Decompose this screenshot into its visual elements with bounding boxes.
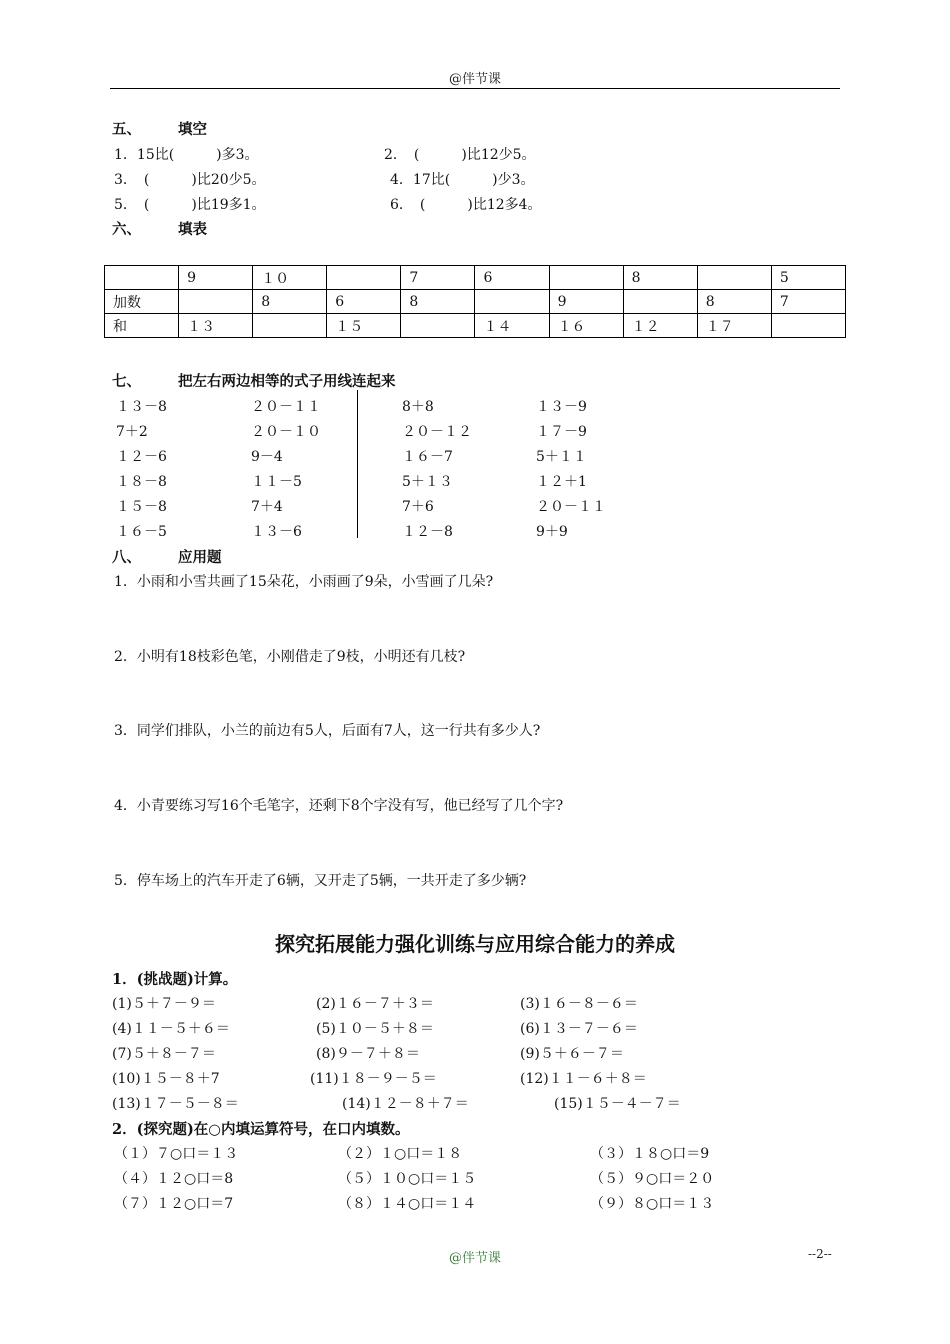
match-right2-1: １３－9 bbox=[536, 399, 587, 415]
symbol-item: （９）８○口＝１３ bbox=[590, 1196, 715, 1212]
header-divider bbox=[110, 88, 840, 89]
word-problem-1: 1．小雨和小雪共画了15朵花，小雨画了9朵，小雪画了几朵? bbox=[114, 574, 494, 590]
section-5-heading bbox=[112, 118, 207, 139]
calc-item: (4)１１－５＋６＝ bbox=[112, 1021, 230, 1037]
table-cell: 9 bbox=[549, 290, 623, 314]
table-cell bbox=[549, 266, 623, 290]
table-cell: １４ bbox=[475, 314, 549, 338]
match-right-5: 7＋6 bbox=[402, 499, 434, 515]
match-right2-5: ２０－１１ bbox=[536, 499, 606, 515]
table-cell: 加数 bbox=[105, 290, 179, 314]
table-cell: １３ bbox=[179, 314, 253, 338]
table-cell: 和 bbox=[105, 314, 179, 338]
table-cell bbox=[327, 266, 401, 290]
page-number: --2-- bbox=[808, 1247, 832, 1261]
match-left-5: １５－8 bbox=[116, 499, 167, 515]
match-left-2: 7＋2 bbox=[116, 424, 148, 440]
fill-item-5: 5． ( )比19多1。 bbox=[114, 197, 266, 213]
section-8-heading bbox=[112, 546, 222, 567]
calc-item: (13)１７－５－８＝ bbox=[112, 1096, 239, 1112]
match-right-2: ２０－１２ bbox=[402, 424, 472, 440]
fill-table bbox=[104, 265, 846, 338]
table-cell: １６ bbox=[549, 314, 623, 338]
match-left2-1: ２０－１１ bbox=[251, 399, 321, 415]
match-left-1: １３－8 bbox=[116, 399, 167, 415]
match-left2-2: ２０－１０ bbox=[251, 424, 321, 440]
word-problem-3: 3．同学们排队，小兰的前边有5人，后面有7人，这一行共有多少人? bbox=[114, 723, 541, 739]
table-cell bbox=[179, 290, 253, 314]
q2-label: 2．(探究题)在○内填运算符号，在口内填数。 bbox=[112, 1121, 410, 1138]
calc-item: (1)５＋７－９＝ bbox=[112, 996, 216, 1012]
calc-item: (11)１８－９－５＝ bbox=[310, 1071, 437, 1087]
table-cell bbox=[475, 290, 549, 314]
fill-item-2: 2． ( )比12少5。 bbox=[384, 147, 536, 163]
section-6-heading bbox=[112, 218, 207, 239]
symbol-item: （２）１○口＝１８ bbox=[338, 1146, 463, 1162]
match-right-6: １２－8 bbox=[402, 524, 453, 540]
match-right2-4: １２＋1 bbox=[536, 474, 587, 490]
section-8-number: 八、 bbox=[112, 549, 141, 566]
symbol-item: （４）１２○口＝8 bbox=[114, 1171, 234, 1187]
table-row-addend2 bbox=[105, 290, 846, 314]
symbol-item: （５）１０○口＝１５ bbox=[338, 1171, 477, 1187]
calc-item: (6)１３－７－６＝ bbox=[520, 1021, 638, 1037]
section-5-title: 填空 bbox=[178, 121, 207, 138]
table-cell: 6 bbox=[327, 290, 401, 314]
table-row-sum bbox=[105, 314, 846, 338]
match-right2-6: 9＋9 bbox=[536, 524, 568, 540]
calc-item: (3)１６－８－６＝ bbox=[520, 996, 638, 1012]
table-cell: 8 bbox=[253, 290, 327, 314]
match-left2-5: 7＋4 bbox=[251, 499, 283, 515]
match-right-3: １６－7 bbox=[402, 449, 453, 465]
calc-item: (5)１０－５＋８＝ bbox=[316, 1021, 434, 1037]
extension-title: 探究拓展能力强化训练与应用综合能力的养成 bbox=[275, 932, 675, 956]
calc-item: (14)１２－８＋７＝ bbox=[342, 1096, 469, 1112]
calc-item: (2)１６－７＋３＝ bbox=[316, 996, 434, 1012]
section-7-number: 七、 bbox=[112, 373, 141, 390]
page-header: @伴节课 bbox=[448, 72, 501, 87]
fill-item-4: 4．17比( )少3。 bbox=[390, 172, 535, 188]
fill-item-3: 3． ( )比20少5。 bbox=[114, 172, 266, 188]
symbol-item: （３）１８○口＝9 bbox=[590, 1146, 710, 1162]
section-7-title: 把左右两边相等的式子用线连起来 bbox=[178, 373, 396, 390]
fill-item-6: 6． ( )比12多4。 bbox=[390, 197, 542, 213]
match-left-3: １２－6 bbox=[116, 449, 167, 465]
match-right-4: 5＋１３ bbox=[402, 474, 453, 490]
match-left-4: １８－8 bbox=[116, 474, 167, 490]
table-cell: 8 bbox=[401, 290, 475, 314]
q1-label: 1．(挑战题)计算。 bbox=[112, 971, 238, 988]
section-8-title: 应用题 bbox=[178, 549, 222, 566]
calc-item: (7)５＋８－７＝ bbox=[112, 1046, 216, 1062]
calc-item: (15)１５－４－７＝ bbox=[554, 1096, 681, 1112]
table-cell: １７ bbox=[697, 314, 771, 338]
table-cell: １０ bbox=[253, 266, 327, 290]
section-6-title: 填表 bbox=[178, 221, 207, 238]
section-5-number: 五、 bbox=[112, 121, 141, 138]
symbol-item: （８）１４○口＝１４ bbox=[338, 1196, 477, 1212]
match-right-1: 8＋8 bbox=[402, 399, 434, 415]
calc-item: (12)１１－６＋８＝ bbox=[520, 1071, 647, 1087]
table-cell bbox=[623, 290, 697, 314]
table-cell: 6 bbox=[475, 266, 549, 290]
symbol-item: （１）７○口＝１３ bbox=[114, 1146, 239, 1162]
symbol-item: （５）９○口＝２０ bbox=[590, 1171, 715, 1187]
table-cell: １５ bbox=[327, 314, 401, 338]
word-problem-2: 2．小明有18枝彩色笔，小刚借走了9枝，小明还有几枝? bbox=[114, 649, 466, 665]
table-cell bbox=[401, 314, 475, 338]
match-divider bbox=[357, 390, 358, 538]
page-footer: @伴节课 bbox=[448, 1251, 501, 1266]
calc-item: (10)１５－８＋7 bbox=[112, 1071, 220, 1087]
word-problem-5: 5．停车场上的汽车开走了6辆，又开走了5辆，一共开走了多少辆? bbox=[114, 873, 527, 889]
section-7-heading bbox=[112, 370, 396, 391]
match-left2-4: １１－5 bbox=[251, 474, 302, 490]
fill-item-1: 1．15比( )多3。 bbox=[114, 147, 259, 163]
calc-item: (9)５＋６－７＝ bbox=[520, 1046, 624, 1062]
match-left2-6: １３－6 bbox=[251, 524, 302, 540]
table-cell: １２ bbox=[623, 314, 697, 338]
table-cell bbox=[697, 266, 771, 290]
symbol-item: （７）１２○口＝7 bbox=[114, 1196, 234, 1212]
table-cell: 5 bbox=[771, 266, 845, 290]
match-right2-2: １７－9 bbox=[536, 424, 587, 440]
table-cell: 7 bbox=[401, 266, 475, 290]
table-cell: 7 bbox=[771, 290, 845, 314]
word-problem-4: 4．小青要练习写16个毛笔字，还剩下8个字没有写，他已经写了几个字? bbox=[114, 798, 564, 814]
table-cell bbox=[253, 314, 327, 338]
table-row-addend1 bbox=[105, 266, 846, 290]
match-left-6: １６－5 bbox=[116, 524, 167, 540]
table-cell: 8 bbox=[697, 290, 771, 314]
table-cell: 9 bbox=[179, 266, 253, 290]
calc-item: (8)９－７＋８＝ bbox=[316, 1046, 420, 1062]
section-6-number: 六、 bbox=[112, 221, 141, 238]
table-cell bbox=[105, 266, 179, 290]
table-cell: 8 bbox=[623, 266, 697, 290]
match-left2-3: 9－4 bbox=[251, 449, 283, 465]
table-cell bbox=[771, 314, 845, 338]
match-right2-3: 5＋１１ bbox=[536, 449, 587, 465]
